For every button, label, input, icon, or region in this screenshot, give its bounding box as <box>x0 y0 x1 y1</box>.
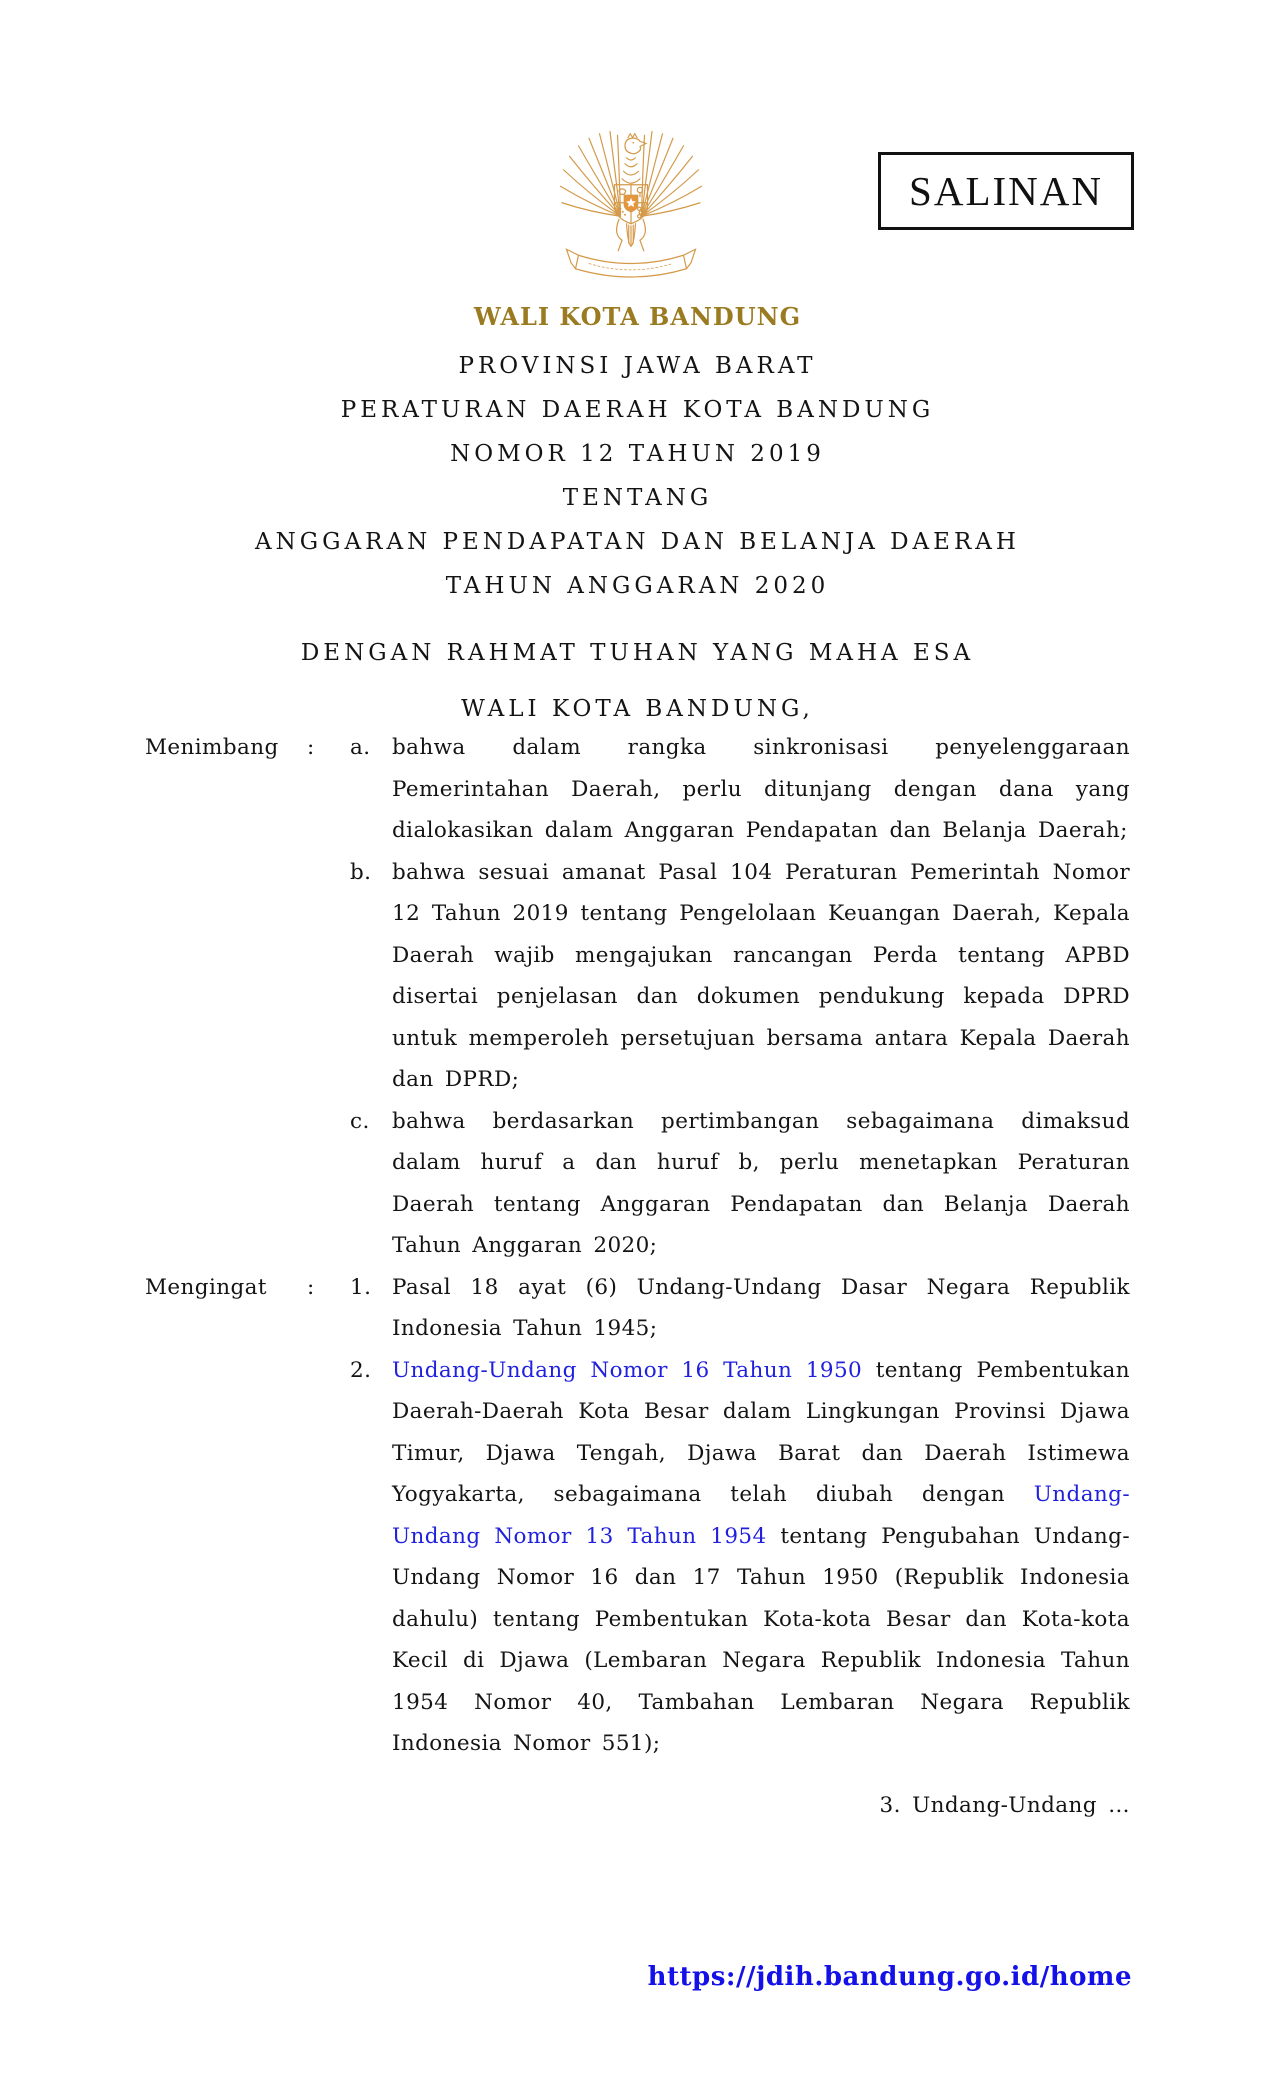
law-reference-link[interactable]: Undang-Undang Nomor 13 Tahun 1954 <box>392 1482 1130 1549</box>
salinan-stamp: SALINAN <box>878 152 1134 230</box>
item-marker: a. <box>350 735 371 760</box>
invocation-line: DENGAN RAHMAT TUHAN YANG MAHA ESA <box>300 640 975 666</box>
considerations-section <box>145 727 1130 1267</box>
item-marker: b. <box>350 859 372 885</box>
item-marker: 1. <box>350 1274 372 1300</box>
item-marker: c. <box>350 1108 370 1134</box>
document-body <box>145 727 1130 1826</box>
garuda-pancasila-emblem-icon <box>556 126 706 302</box>
item-text: Pasal 18 ayat (6) Undang-Undang Dasar Negara Republik Indonesia Tahun 1945; <box>392 1274 1130 1341</box>
document-title-line: NOMOR 12 TAHUN 2019 <box>450 441 825 467</box>
official-line: WALI KOTA BANDUNG, <box>461 696 814 722</box>
considerations-label: Menimbang <box>145 735 279 760</box>
legal-basis-colon: : <box>307 1274 315 1300</box>
document-title-line: PROVINSI JAWA BARAT <box>458 353 817 379</box>
document-title-block <box>0 344 1275 608</box>
footer-jdih-link[interactable]: https://jdih.bandung.go.id/home <box>647 1962 1132 1992</box>
list-item <box>350 1350 1130 1765</box>
document-title-line: ANGGARAN PENDAPATAN DAN BELANJA DAERAH <box>255 529 1020 555</box>
item-text: Undang-Undang Nomor 16 Tahun 1950 tentang Pembentukan Daerah-Daerah Kota Besar dalam Lingkungan Provinsi Djawa Timur, Djawa Tengah, Djawa Barat dan Daerah Istimewa Yogyakarta, sebagaimana telah diubah dengan Undang-Undang Nomor 13 Tahun 1954 tentang Pengubahan Undang-Undang Nomor 16 dan 17 Tahun 1950 (Republik Indonesia dahulu) tentang Pembentukan Kota-kota Besar dan Kota-kota Kecil di Djawa (Lembaran Negara Republik Indonesia Tahun 1954 Nomor 40, Tambahan Lembaran Negara Republik Indonesia Nomor 551); <box>392 1357 1130 1756</box>
list-item <box>350 727 1130 852</box>
item-text: bahwa dalam rangka sinkronisasi penyelenggaraan Pemerintahan Daerah, perlu ditunjang dengan dana yang dialokasikan dalam Anggaran Pendapatan dan Belanja Daerah; <box>392 735 1130 843</box>
page-catchword: 3. Undang-Undang … <box>879 1792 1130 1818</box>
legal-basis-label: Mengingat <box>145 1274 267 1300</box>
law-reference-link[interactable]: Undang-Undang Nomor 16 Tahun 1950 <box>392 1357 863 1383</box>
legal-basis-section <box>145 1267 1130 1765</box>
item-marker: 2. <box>350 1357 372 1383</box>
item-text: bahwa sesuai amanat Pasal 104 Peraturan Pemerintah Nomor 12 Tahun 2019 tentang Pengelolaan Keuangan Daerah, Kepala Daerah wajib mengajukan rancangan Perda tentang APBD disertai penjelasan dan dokumen pendukung kepada DPRD untuk memperoleh persetujuan bersama antara Kepala Daerah dan DPRD; <box>392 859 1130 1092</box>
legal-basis-items <box>350 1267 1130 1765</box>
list-item <box>350 1267 1130 1350</box>
document-title-line: TAHUN ANGGARAN 2020 <box>445 573 830 599</box>
authority-heading: WALI KOTA BANDUNG <box>473 302 802 331</box>
considerations-items <box>350 727 1130 1267</box>
document-title-line: PERATURAN DAERAH KOTA BANDUNG <box>340 397 935 423</box>
document-title-line: TENTANG <box>562 485 713 511</box>
item-text: bahwa berdasarkan pertimbangan sebagaimana dimaksud dalam huruf a dan huruf b, perlu menetapkan Peraturan Daerah tentang Anggaran Pendapatan dan Belanja Daerah Tahun Anggaran 2020; <box>392 1108 1130 1258</box>
considerations-colon: : <box>307 735 315 760</box>
list-item <box>350 1101 1130 1267</box>
list-item <box>350 852 1130 1101</box>
